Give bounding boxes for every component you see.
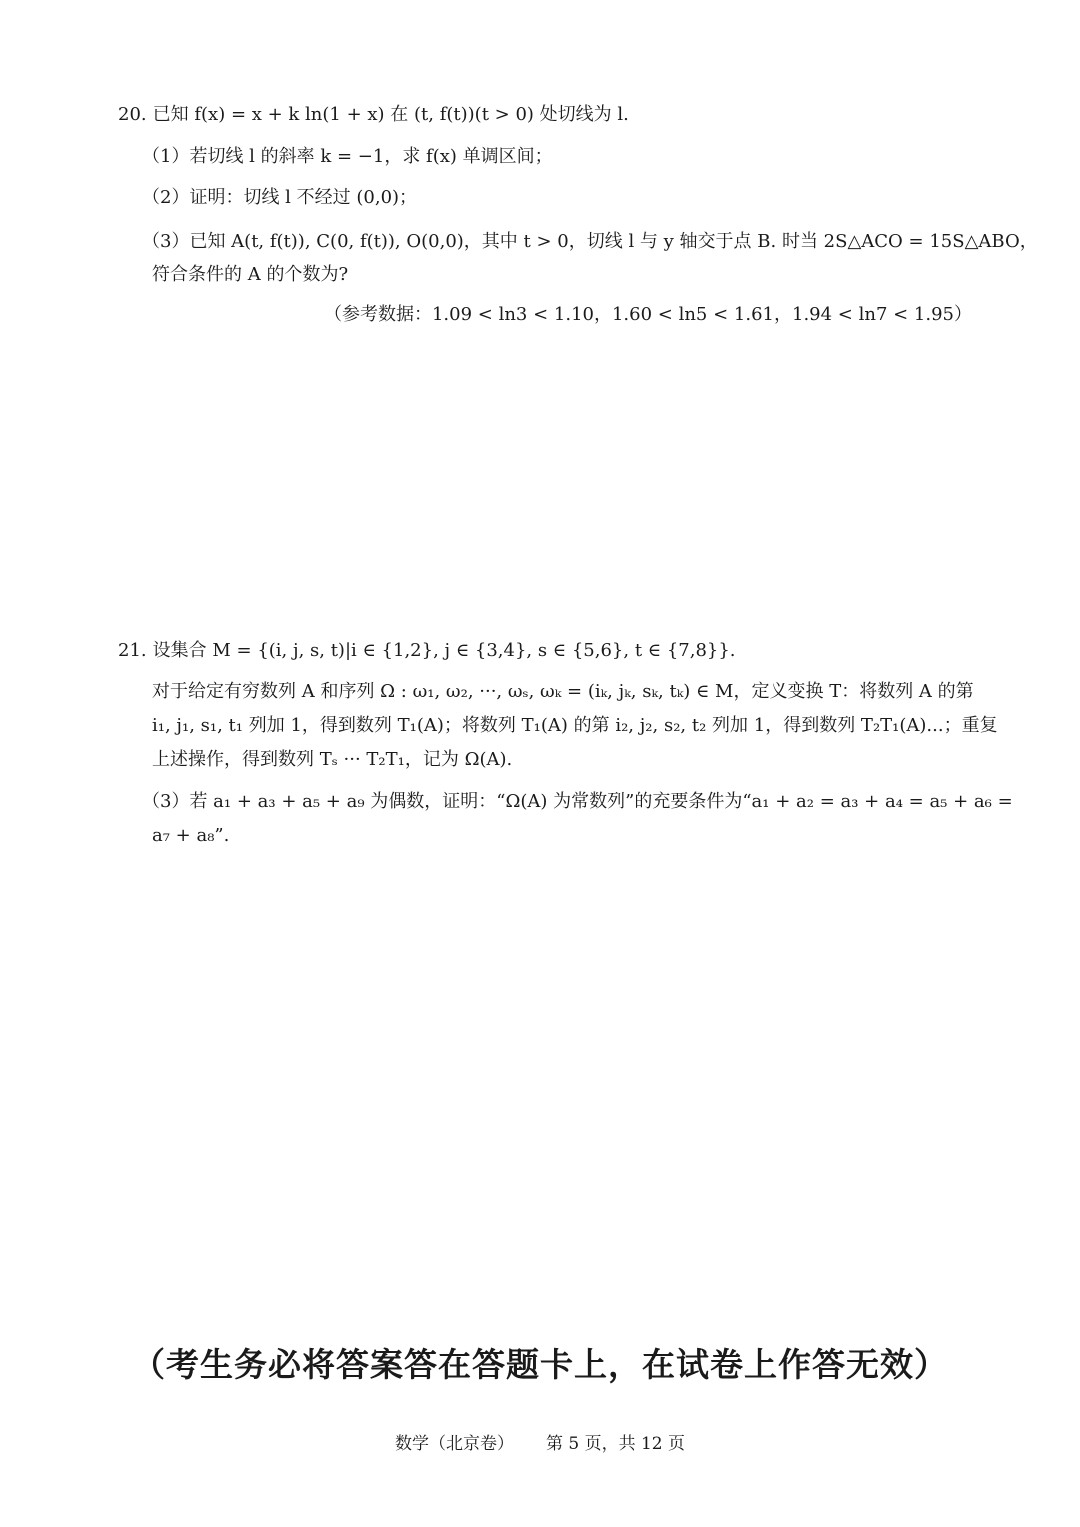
page-footer — [0, 1432, 1080, 1456]
q20-part3-line1: （3）已知 A(t, f(t)), C(0, f(t)), O(0,0)，其中 t > 0，切线 l 与 y 轴交于点 B. 时当 2S△ACO = 15S△ABO， — [142, 231, 1038, 252]
q21-part3-line2: a₇ + a₈”. — [152, 825, 230, 846]
question-number: 20. — [118, 104, 147, 125]
question-number: 21. — [118, 640, 147, 661]
question-text: 设集合 M = {(i, j, s, t)|i ∈ {1,2}, j ∈ {3,4}, s ∈ {5,6}, t ∈ {7,8}}. — [152, 640, 736, 661]
q21-definition-line3: 上述操作，得到数列 Tₛ ··· T₂T₁，记为 Ω(A). — [152, 749, 513, 770]
exam-notice: （考生务必将答案答在答题卡上，在试卷上作答无效） — [132, 1345, 948, 1384]
q21-definition-line2: i₁, j₁, s₁, t₁ 列加 1，得到数列 T₁(A)；将数列 T₁(A) 的第 i₂, j₂, s₂, t₂ 列加 1，得到数列 T₂T₁(A)...；重复 — [152, 715, 998, 736]
question-20-stem — [118, 102, 629, 128]
q20-part2: （2）证明：切线 l 不经过 (0,0)； — [142, 187, 418, 208]
q21-definition-line1: 对于给定有穷数列 A 和序列 Ω : ω₁, ω₂, ···, ωₛ, ωₖ = (iₖ, jₖ, sₖ, tₖ) ∈ M，定义变换 T：将数列 A 的第 — [152, 681, 974, 702]
q21-part3-line1: （3）若 a₁ + a₃ + a₅ + a₉ 为偶数，证明：“Ω(A) 为常数列”的充要条件为“a₁ + a₂ = a₃ + a₄ = a₅ + a₆ = — [142, 791, 1013, 812]
question-text: 已知 f(x) = x + k ln(1 + x) 在 (t, f(t))(t > 0) 处切线为 l. — [152, 104, 629, 125]
footer-subject: 数学（北京卷） — [394, 1434, 514, 1454]
footer-page-number: 第 5 页，共 12 页 — [545, 1434, 686, 1454]
q20-part1: （1）若切线 l 的斜率 k = −1，求 f(x) 单调区间； — [142, 146, 553, 167]
q20-reference-data: （参考数据：1.09 < ln3 < 1.10，1.60 < ln5 < 1.61，1.94 < ln7 < 1.95） — [323, 304, 972, 325]
q20-part3-line2: 符合条件的 A 的个数为? — [152, 264, 349, 285]
question-21-stem — [118, 638, 736, 664]
